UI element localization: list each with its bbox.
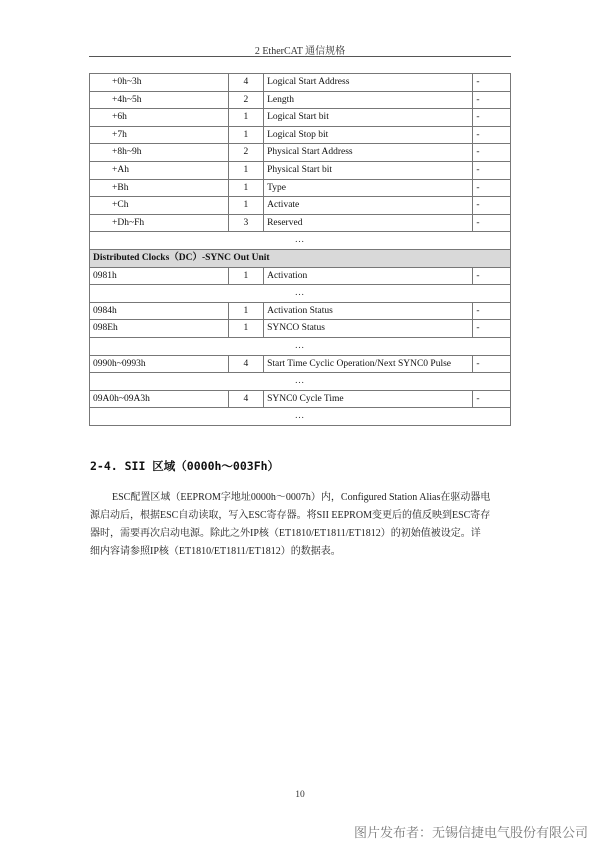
- cell-name: Logical Start Address: [264, 74, 473, 92]
- cell-size: 1: [228, 197, 263, 215]
- table-row: [90, 91, 511, 109]
- cell-address: 0981h: [90, 267, 229, 285]
- cell-name: SYNC0 Cycle Time: [264, 390, 473, 408]
- body-paragraph: [90, 489, 512, 561]
- ellipsis-row: [90, 285, 511, 303]
- cell-size: 2: [228, 144, 263, 162]
- cell-address: 098Eh: [90, 320, 229, 338]
- ellipsis-cell: …: [90, 285, 511, 303]
- cell-name: SYNCO Status: [264, 320, 473, 338]
- cell-size: 1: [228, 302, 263, 320]
- cell-note: -: [473, 74, 511, 92]
- cell-name: Logical Stop bit: [264, 126, 473, 144]
- table-row: [90, 144, 511, 162]
- cell-note: -: [473, 161, 511, 179]
- cell-size: 1: [228, 179, 263, 197]
- page-number: 10: [295, 790, 305, 800]
- table-row: [90, 302, 511, 320]
- cell-note: -: [473, 320, 511, 338]
- cell-name: Logical Start bit: [264, 109, 473, 127]
- paragraph-line: ESC配置区域（EEPROM字地址0000h～0007h）内，Configured Station Alias在驱动器电: [112, 492, 491, 503]
- table-row: [90, 161, 511, 179]
- cell-address: +Ch: [90, 197, 229, 215]
- table-row: [90, 267, 511, 285]
- cell-address: +8h~9h: [90, 144, 229, 162]
- running-header: 2 EtherCAT 通信规格: [254, 46, 346, 57]
- table-row: [90, 179, 511, 197]
- header-rule: [89, 56, 511, 57]
- cell-address: 09A0h~09A3h: [90, 390, 229, 408]
- paragraph-line: 细内容请参照IP核（ET1810/ET1811/ET1812）的数据表。: [90, 546, 341, 557]
- table-row: [90, 109, 511, 127]
- cell-size: 1: [228, 161, 263, 179]
- cell-name: Type: [264, 179, 473, 197]
- cell-name: Activation: [264, 267, 473, 285]
- cell-note: -: [473, 267, 511, 285]
- cell-name: Physical Start bit: [264, 161, 473, 179]
- paragraph-line: 器时，需要再次启动电源。除此之外IP核（ET1810/ET1811/ET1812）的初始值被设定。详: [90, 528, 481, 539]
- table-row: [90, 355, 511, 373]
- cell-name: Physical Start Address: [264, 144, 473, 162]
- table-row: [90, 320, 511, 338]
- cell-name: Activate: [264, 197, 473, 215]
- cell-name: Start Time Cyclic Operation/Next SYNC0 Pulse: [264, 355, 473, 373]
- cell-address: +0h~3h: [90, 74, 229, 92]
- cell-note: -: [473, 179, 511, 197]
- ellipsis-row: [90, 373, 511, 391]
- cell-size: 1: [228, 267, 263, 285]
- cell-note: -: [473, 91, 511, 109]
- cell-size: 1: [228, 126, 263, 144]
- cell-size: 1: [228, 109, 263, 127]
- cell-size: 3: [228, 214, 263, 232]
- cell-note: -: [473, 302, 511, 320]
- cell-name: Activation Status: [264, 302, 473, 320]
- section-row: [90, 249, 511, 267]
- cell-note: -: [473, 355, 511, 373]
- ellipsis-cell: …: [90, 232, 511, 250]
- cell-name: Reserved: [264, 214, 473, 232]
- ellipsis-cell: …: [90, 373, 511, 391]
- ellipsis-row: [90, 408, 511, 426]
- paragraph-line: 源启动后，根据ESC自动读取，写入ESC寄存器。将SII EEPROM变更后的值反映到ESC寄存: [90, 510, 491, 521]
- publisher-credit-watermark: 图片发布者：无锡信捷电气股份有限公司: [353, 826, 588, 841]
- cell-size: 4: [228, 355, 263, 373]
- cell-size: 4: [228, 74, 263, 92]
- ellipsis-cell: …: [90, 337, 511, 355]
- cell-address: +Ah: [90, 161, 229, 179]
- cell-address: +6h: [90, 109, 229, 127]
- cell-size: 1: [228, 320, 263, 338]
- cell-note: -: [473, 390, 511, 408]
- register-table: [89, 73, 511, 426]
- cell-note: -: [473, 214, 511, 232]
- cell-note: -: [473, 109, 511, 127]
- cell-address: +Dh~Fh: [90, 214, 229, 232]
- cell-size: 4: [228, 390, 263, 408]
- cell-note: -: [473, 126, 511, 144]
- ellipsis-cell: …: [90, 408, 511, 426]
- table-row: [90, 74, 511, 92]
- table-row: [90, 214, 511, 232]
- table-row: [90, 126, 511, 144]
- cell-address: +7h: [90, 126, 229, 144]
- cell-address: 0984h: [90, 302, 229, 320]
- cell-note: -: [473, 197, 511, 215]
- section-title-cell: Distributed Clocks（DC）-SYNC Out Unit: [90, 249, 511, 267]
- cell-address: +4h~5h: [90, 91, 229, 109]
- cell-note: -: [473, 144, 511, 162]
- ellipsis-row: [90, 232, 511, 250]
- cell-name: Length: [264, 91, 473, 109]
- cell-address: 0990h~0993h: [90, 355, 229, 373]
- ellipsis-row: [90, 337, 511, 355]
- section-heading: 2-4. SII 区域（0000h～003Fh）: [90, 459, 280, 473]
- table-row: [90, 197, 511, 215]
- table-row: [90, 390, 511, 408]
- cell-size: 2: [228, 91, 263, 109]
- cell-address: +Bh: [90, 179, 229, 197]
